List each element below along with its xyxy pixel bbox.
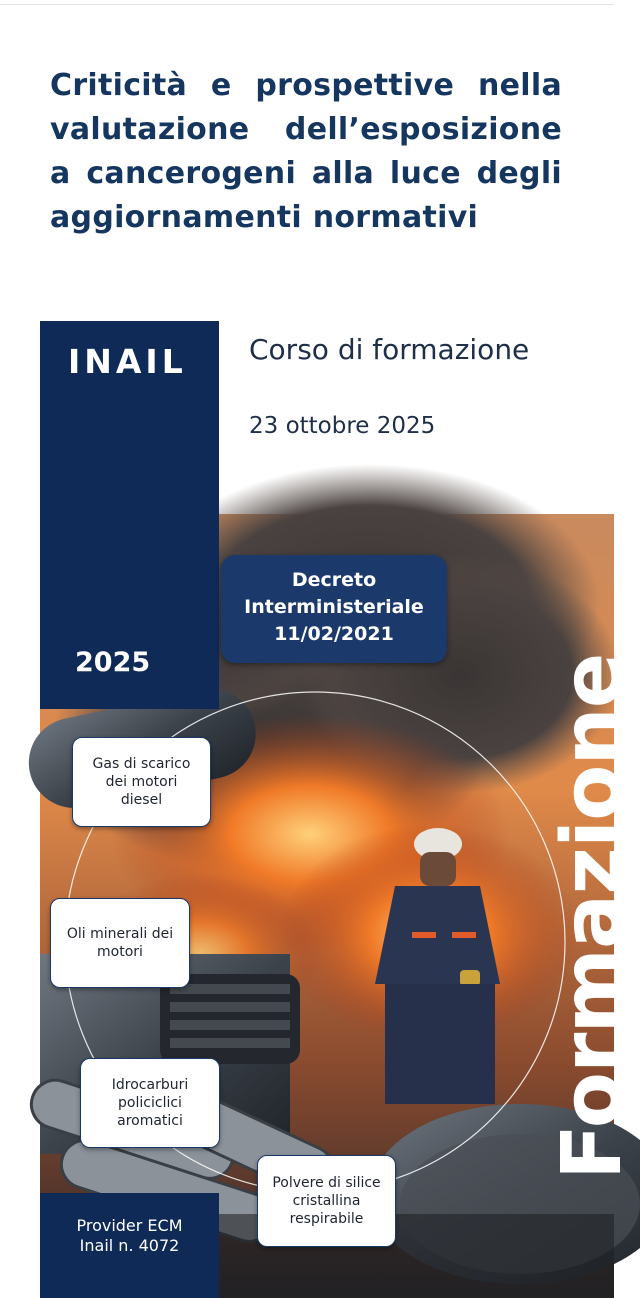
top-divider	[0, 4, 614, 5]
decree-line-2: Interministeriale	[244, 596, 424, 618]
year-label: 2025	[75, 647, 151, 678]
page-title: Criticità e prospettive nella valutazione dell’esposizione a cancerogeni alla luce degli aggiornamenti normativi	[50, 68, 562, 235]
course-type: Corso di formazione	[249, 333, 530, 366]
agent-line: Polvere di silice	[272, 1175, 381, 1191]
vertical-label-formazione: Formazione	[545, 653, 640, 1180]
agent-line: Gas di scarico	[92, 756, 191, 772]
decree-line-3: 11/02/2021	[274, 623, 394, 645]
agent-line: Idrocarburi	[111, 1077, 189, 1093]
decree-box	[221, 555, 447, 663]
agent-bubble-mineral-oils	[50, 898, 190, 988]
provider-box	[40, 1193, 219, 1298]
agent-line: dei motori	[105, 774, 178, 790]
agent-line: motori	[97, 944, 143, 960]
agent-line: cristallina	[292, 1193, 361, 1209]
agent-line: Oli minerali dei	[66, 926, 174, 942]
agent-bubble-pah	[80, 1058, 220, 1148]
agent-line: respirabile	[289, 1211, 364, 1227]
course-date: 23 ottobre 2025	[249, 413, 436, 439]
agent-bubble-diesel	[72, 737, 211, 827]
agent-line: aromatici	[117, 1113, 183, 1129]
agent-bubble-silica	[257, 1155, 396, 1247]
decree-line-1: Decreto	[291, 569, 377, 591]
provider-line-1: Provider ECM	[76, 1216, 183, 1235]
inail-logo: INAIL	[68, 342, 187, 381]
agent-line: diesel	[120, 792, 163, 808]
agent-line: policiclici	[118, 1095, 182, 1111]
provider-line-2: Inail n. 4072	[79, 1236, 180, 1255]
